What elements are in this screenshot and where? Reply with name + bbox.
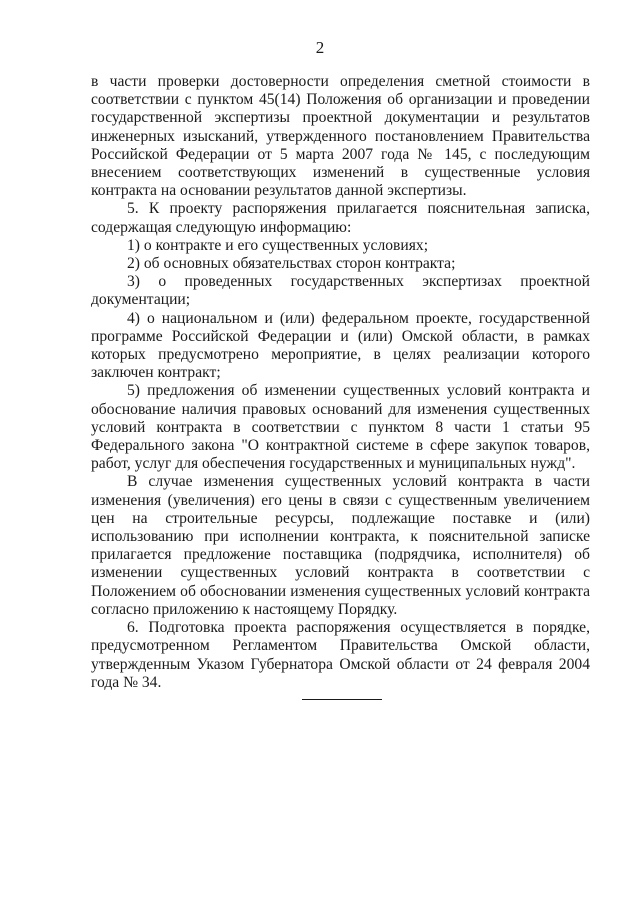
paragraph-item-6: 6. Подготовка проекта распоряжения осуществляется в порядке, предусмотренном Регламентом Правительства Омской области, утвержденным Указом Губернатора Омской области от 24 февраля 2004 года № 34. [91,619,590,691]
paragraph-price-change: В случае изменения существенных условий контракта в части изменения (увеличения) его цены в связи с существенным увеличением цен на строительные ресурсы, подлежащие поставке и (или) использованию при исполнении контракта, к пояснительной записке прилагается предложение поставщика (подрядчика, исполнителя) об изменении существенных условий контракта в соответствии с Положением об обосновании изменения существенных условий контракта согласно приложению к настоящему Порядку. [91,473,590,618]
page-number: 2 [315,38,325,57]
list-item-4: 4) о национальном и (или) федеральном проекте, государственной программе Российской Федерации и (или) Омской области, в рамках которых предусмотрено мероприятие, в целях реализации которого заключен контракт; [91,309,590,382]
list-item-3: 3) о проведенных государственных экспертизах проектной документации; [91,273,590,309]
paragraph-item-5: 5. К проекту распоряжения прилагается пояснительная записка, содержащая следующую информацию: [91,200,590,236]
list-item-5: 5) предложения об изменении существенных условий контракта и обоснование наличия правовых оснований для изменения существенных условий контракта в соответствии с пунктом 8 части 1 статьи 95 Федерального закона "О контрактной системе в сфере закупок товаров, работ, услуг для обеспечения государственных и муниципальных нужд". [91,382,590,473]
end-divider-line [302,699,382,700]
document-body [91,73,590,692]
list-item-1: 1) о контракте и его существенных условиях; [127,236,429,254]
paragraph-continuation: в части проверки достоверности определения сметной стоимости в соответствии с пунктом 45(14) Положения об организации и проведении государственной экспертизы проектной документации и результатов инженерных изысканий, утвержденного постановлением Правительства Российской Федерации от 5 марта 2007 года № 145, с последующим внесением соответствующих изменений в существенные условия контракта на основании результатов данной экспертизы. [91,73,590,200]
list-item-2: 2) об основных обязательствах сторон контракта; [127,255,456,273]
